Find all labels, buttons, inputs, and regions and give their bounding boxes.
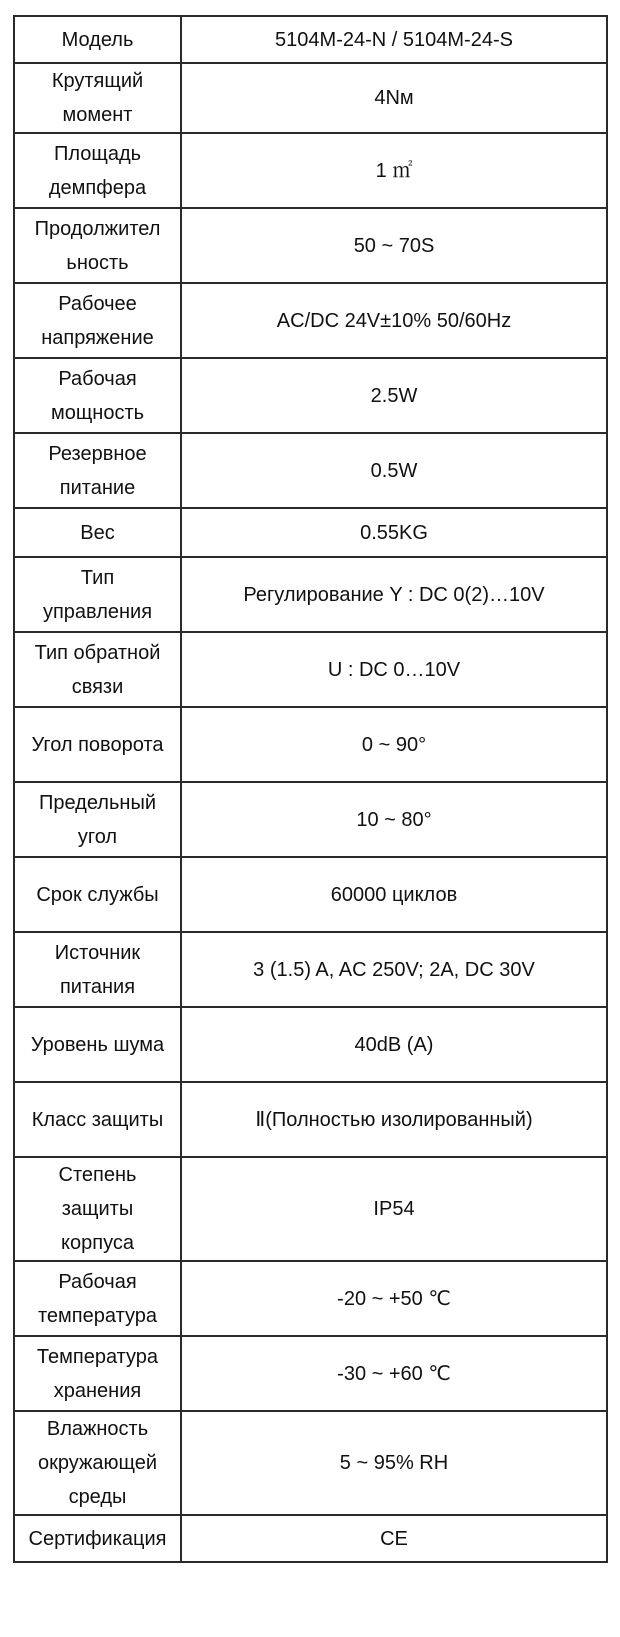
parameter-label-line: напряжение [41, 326, 154, 349]
value-cell: 60000 циклов [181, 857, 607, 932]
parameter-label-line: хранения [53, 1379, 142, 1402]
parameter-label-line: угол [77, 825, 118, 848]
parameter-label-line: мощность [50, 401, 145, 424]
value-cell: 3 (1.5) A, AC 250V; 2A, DC 30V [181, 932, 607, 1007]
parameter-label-line: Источник [54, 941, 141, 964]
table-row [14, 707, 607, 782]
parameter-label-line: Модель [61, 28, 134, 51]
parameter-cell [14, 63, 181, 133]
value-cell: 0.55KG [181, 508, 607, 557]
parameter-cell [14, 782, 181, 857]
parameter-label-line: Степень [58, 1164, 137, 1186]
table-row [14, 557, 607, 632]
specification-table [13, 15, 608, 1563]
value-cell: 5104M-24-N / 5104M-24-S [181, 16, 607, 63]
table-row [14, 16, 607, 63]
table-row [14, 857, 607, 932]
parameter-cell [14, 1261, 181, 1336]
value-cell: 50 ~ 70S [181, 208, 607, 283]
value-cell: 40dB (A) [181, 1007, 607, 1082]
parameter-cell [14, 1336, 181, 1411]
value-cell: IP54 [181, 1157, 607, 1261]
table-row [14, 63, 607, 133]
table-row [14, 1336, 607, 1411]
parameter-cell [14, 508, 181, 557]
parameter-label-line: среды [68, 1486, 127, 1508]
parameter-label-line: Сертификация [28, 1527, 167, 1550]
table-row [14, 433, 607, 508]
table-row [14, 932, 607, 1007]
parameter-label-line: Предельный [39, 791, 156, 814]
parameter-cell [14, 358, 181, 433]
value-cell: -20 ~ +50 ℃ [181, 1261, 607, 1336]
parameter-cell [14, 1515, 181, 1562]
parameter-label-line: Рабочая [58, 367, 137, 390]
table-row [14, 1261, 607, 1336]
parameter-label-line: Продолжител [34, 217, 161, 240]
parameter-label-line: связи [71, 675, 124, 698]
parameter-label-line: Площадь [53, 142, 142, 165]
table-row [14, 1007, 607, 1082]
parameter-label-line: Класс защиты [31, 1108, 164, 1131]
parameter-label-line: демпфера [48, 176, 147, 199]
table-row [14, 208, 607, 283]
value-cell: 4Nм [181, 63, 607, 133]
value-cell: U : DC 0…10V [181, 632, 607, 707]
table-row [14, 1157, 607, 1261]
parameter-label-line: Вес [80, 521, 115, 544]
parameter-cell [14, 16, 181, 63]
parameter-cell [14, 707, 181, 782]
table-row [14, 632, 607, 707]
parameter-label-line: Крутящий [51, 70, 144, 92]
parameter-cell [14, 433, 181, 508]
parameter-label-line: Тип [80, 566, 115, 589]
parameter-label-line: температура [38, 1304, 157, 1327]
value-cell: 0.5W [181, 433, 607, 508]
value-cell: 10 ~ 80° [181, 782, 607, 857]
parameter-cell [14, 1082, 181, 1157]
parameter-cell [14, 857, 181, 932]
value-cell: AC/DC 24V±10% 50/60Hz [181, 283, 607, 358]
value-cell: 0 ~ 90° [181, 707, 607, 782]
parameter-label-line: управления [42, 600, 153, 623]
table-row [14, 1515, 607, 1562]
parameter-label-line: Рабочая [58, 1270, 137, 1293]
parameter-label-line: Тип обратной [34, 641, 161, 664]
table-row [14, 1411, 607, 1515]
value-cell: -30 ~ +60 ℃ [181, 1336, 607, 1411]
specification-table-body [14, 16, 607, 1562]
table-row [14, 782, 607, 857]
parameter-cell [14, 632, 181, 707]
parameter-label-line: корпуса [61, 1232, 134, 1254]
value-cell: 5 ~ 95% RH [181, 1411, 607, 1515]
parameter-label-line: Рабочее [58, 292, 137, 315]
parameter-label-line: Срок службы [36, 883, 159, 906]
parameter-label-line: ьность [66, 251, 129, 274]
value-cell: 1 ㎡ [181, 133, 607, 208]
table-row [14, 508, 607, 557]
parameter-label-line: Угол поворота [31, 733, 164, 756]
parameter-label-line: Уровень шума [30, 1033, 165, 1056]
parameter-label-line: Резервное [48, 442, 147, 465]
value-cell: CE [181, 1515, 607, 1562]
parameter-cell [14, 1411, 181, 1515]
value-cell: Регулирование Y : DC 0(2)…10V [181, 557, 607, 632]
parameter-cell [14, 1007, 181, 1082]
parameter-label-line: питание [59, 476, 136, 499]
parameter-label-line: питания [59, 975, 136, 998]
parameter-cell [14, 1157, 181, 1261]
table-row [14, 283, 607, 358]
parameter-label-line: Температура [36, 1345, 159, 1368]
parameter-cell [14, 133, 181, 208]
table-row [14, 358, 607, 433]
parameter-cell [14, 283, 181, 358]
table-row [14, 133, 607, 208]
parameter-label-line: защиты [61, 1198, 134, 1220]
parameter-label-line: момент [62, 104, 133, 126]
parameter-cell [14, 932, 181, 1007]
parameter-cell [14, 208, 181, 283]
parameter-label-line: окружающей [37, 1452, 158, 1474]
value-cell: 2.5W [181, 358, 607, 433]
parameter-cell [14, 557, 181, 632]
value-cell: Ⅱ(Полностью изолированный) [181, 1082, 607, 1157]
table-row [14, 1082, 607, 1157]
parameter-label-line: Влажность [46, 1418, 149, 1440]
